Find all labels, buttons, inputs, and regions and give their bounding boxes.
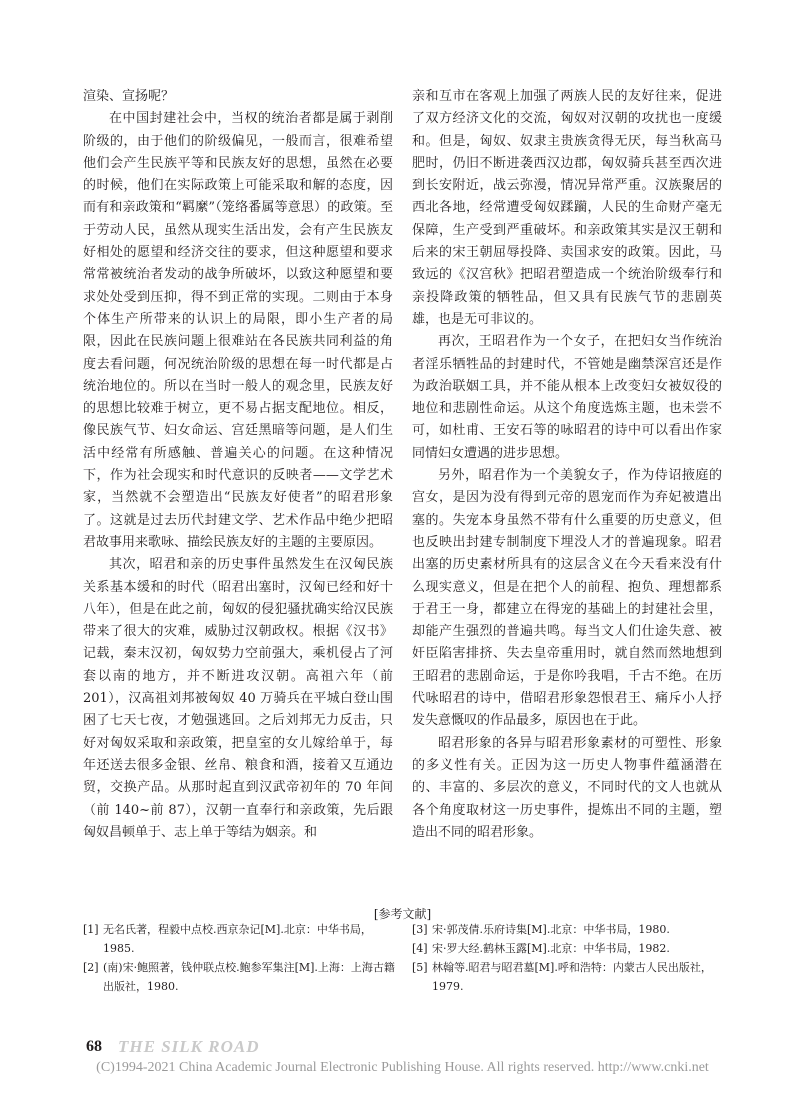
reference-number: [1] [83, 923, 99, 936]
reference-item [83, 958, 401, 996]
journal-title: THE SILK ROAD [118, 1037, 260, 1056]
reference-text: 宋·罗大经.鹤林玉露[M].北京：中华书局，1982. [432, 942, 670, 955]
paragraph: 亲和互市在客观上加强了两族人民的友好往来，促进了双方经济文化的交流，匈奴对汉朝的攻扰也一度缓和。但是，匈奴、奴隶主贵族贪得无厌，每当秋高马肥时，仍旧不断进袭西汉边郡，匈奴骑兵甚至西次进到长安附近，战云弥漫，情况异常严重。汉族聚居的西北各地，经常遭受匈奴蹂躏，人民的生命财产毫无保障，生产受到严重破坏。和亲政策其实是汉王朝和后来的宋王朝屈辱投降、卖国求安的政策。因此，马致远的《汉宫秋》把昭君塑造成一个统治阶级奉行和亲投降政策的牺牲品，但又具有民族气节的悲剧英雄，也是无可非议的。 [412, 89, 722, 327]
reference-text: 无名氏著，程毅中点校.西京杂记[M].北京：中华书局，1985. [103, 923, 372, 955]
references-right [412, 920, 722, 996]
paragraph: 在中国封建社会中，当权的统治者都是属于剥削阶级的，由于他们的阶级偏见，一般而言，很难希望他们会产生民族平等和民族友好的思想，虽然在必要的时候，他们在实际政策上可能采取和解的态度，因而有和亲政策和“羁縻”（笼络番属等意思）的政策。至于劳动人民，虽然从现实生活出发，会有产生民族友好相处的愿望和经济交往的要求，但这种愿望和要求常常被统治者发动的战争所破坏，以致这种愿望和要求处处受到压抑，得不到正常的实现。二则由于本身个体生产所带来的认识上的局限，即小生产者的局限，因此在民族问题上很难站在各民族共同利益的角度去看问题，何况统治阶级的思想在每一时代都是占统治地位的。所以在当时一般人的观念里，民族友好的思想比较难于树立，更不易占据支配地位。相反，像民族气节、妇女命运、宫廷黑暗等问题，是人们生活中经常有所感触、普遍关心的问题。在这种情况下，作为社会现实和时代意识的反映者——文学艺术家，当然就不会塑造出“民族友好使者”的昭君形象了。这就是过去历代封建文学、艺术作品中绝少把昭君故事用来歌咏、描绘民族友好的主题的主要原因。 [83, 111, 393, 550]
left-column [83, 86, 393, 844]
reference-text: (南)宋·鲍照著，钱仲联点校.鲍参军集注[M].上海：上海古籍出版社，1980. [103, 961, 395, 993]
references-left [83, 920, 401, 996]
reference-number: [3] [412, 923, 428, 936]
paragraph: 渲染、宣扬呢？ [83, 89, 175, 104]
reference-text: 宋·郭茂倩.乐府诗集[M].北京：中华书局，1980. [432, 923, 670, 936]
reference-text: 林翰等.昭君与昭君墓[M].呼和浩特：内蒙古人民出版社，1979. [432, 961, 712, 993]
reference-number: [5] [412, 961, 428, 974]
page-number: 68 [86, 1038, 102, 1055]
right-column [412, 86, 722, 844]
reference-number: [2] [83, 961, 99, 974]
reference-number: [4] [412, 942, 428, 955]
references-heading: [参考文献] [373, 907, 432, 921]
copyright-notice: (C)1994-2021 China Academic Journal Electronic Publishing House. All rights reserved. http://www.cnki.net [96, 1060, 709, 1075]
reference-item [412, 939, 722, 958]
reference-item [83, 920, 401, 958]
reference-item [412, 958, 722, 996]
reference-item [412, 920, 722, 939]
paragraph: 其次，昭君和亲的历史事件虽然发生在汉匈民族关系基本缓和的时代（昭君出塞时，汉匈已经和好十八年），但是在此之前，匈奴的侵犯骚扰确实给汉民族带来了很大的灾难，威胁过汉朝政权。根据《汉书》记载，秦末汉初，匈奴势力空前强大，乘机侵占了河套以南的地方，并不断进攻汉朝。高祖六年（前 201），汉高祖刘邦被匈奴 40 万骑兵在平城白登山围困了七天七夜，才勉强逃回。之后刘邦无力反击，只好对匈奴采取和亲政策，把皇室的女儿嫁给单于，每年还送去很多金银、丝帛、粮食和酒，接着又互通边贸，交换产品。从那时起直到汉武帝初年的 70 年间（前 140~前 87），汉朝一直奉行和亲政策，先后跟匈奴昌顿单于、志上单于等结为姻亲。和 [83, 557, 393, 840]
paragraph: 昭君形象的各异与昭君形象素材的可塑性、形象的多义性有关。正因为这一历史人物事件蕴涵潜在的、丰富的、多层次的意义，不同时代的文人也就从各个角度取材这一历史事件，提炼出不同的主题，塑造出不同的昭君形象。 [412, 735, 722, 840]
paragraph: 再次，王昭君作为一个女子，在把妇女当作统治者淫乐牺牲品的封建时代，不管她是幽禁深宫还是作为政治联姻工具，并不能从根本上改变妇女被奴役的地位和悲剧性命运。从这个角度选炼主题，也未尝不可，如杜甫、王安石等的咏昭君的诗中可以看出作家同情妇女遭遇的进步思想。 [412, 334, 722, 461]
paragraph: 另外，昭君作为一个美貌女子，作为侍诏掖庭的宫女，是因为没有得到元帝的恩宠而作为弃妃被遣出塞的。失宠本身虽然不带有什么重要的历史意义，但也反映出封建专制制度下埋没人才的普遍现象。昭君出塞的历史素材所具有的这层含义在今天看来没有什么现实意义，但是在把个人的前程、抱负、理想都系于君王一身，都建立在得宠的基础上的封建社会里，却能产生强烈的普遍共鸣。每当文人们仕途失意、被奸臣陷害排挤、失去皇帝重用时，就自然而然地想到王昭君的悲剧命运，于是你吟我唱，千古不绝。在历代咏昭君的诗中，借昭君形象怨恨君王、痛斥小人抒发失意慨叹的作品最多，原因也在于此。 [412, 468, 722, 729]
